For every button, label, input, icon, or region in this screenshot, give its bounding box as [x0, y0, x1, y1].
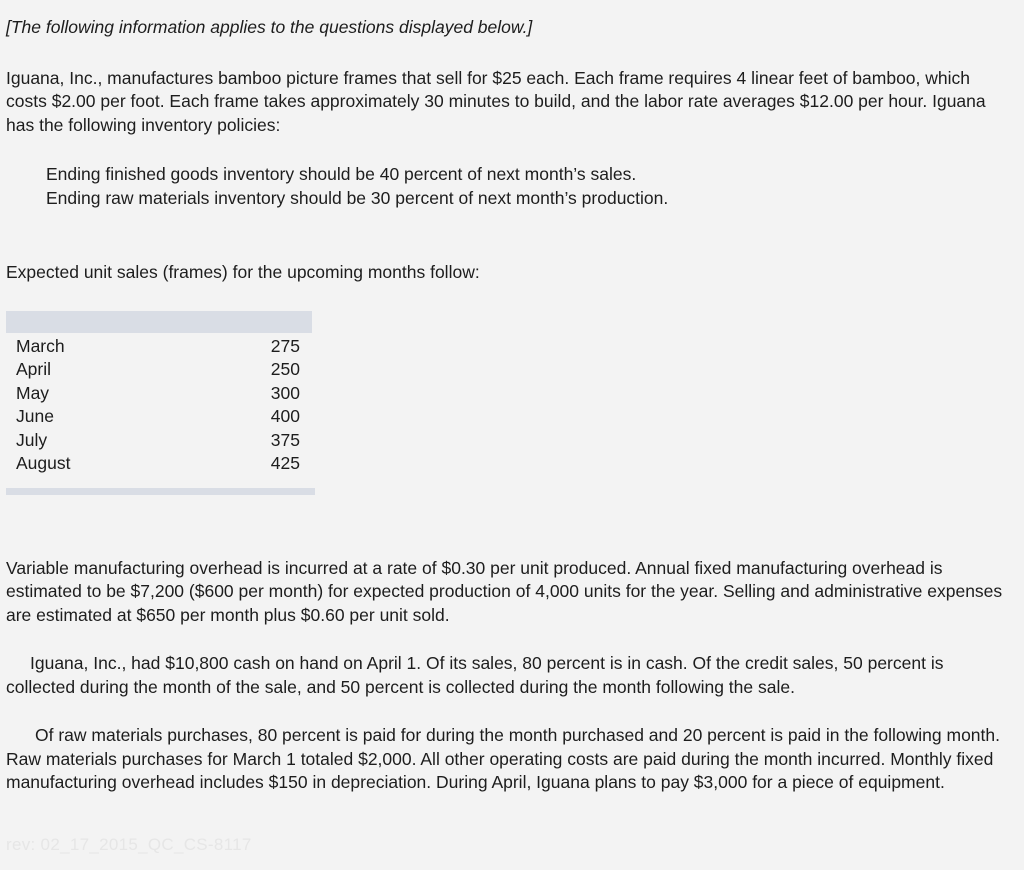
table-footer-band: [6, 488, 315, 495]
month-cell: March: [16, 335, 65, 356]
intro-paragraph: Iguana, Inc., manufactures bamboo picture frames that sell for $25 each. Each frame requires 4 linear feet of bamboo, which costs $2.00 per foot. Each frame takes approximately 30 minutes to build, and the labor rate averages $12.00 per hour. Iguana has the following inventory policies:: [6, 67, 986, 135]
units-cell: 375: [270, 429, 300, 450]
revision-watermark: rev: 02_17_2015_QC_CS-8117: [6, 835, 252, 854]
month-cell: May: [16, 382, 50, 403]
policy-finished-goods: Ending finished goods inventory should be 40 percent of next month’s sales.: [46, 164, 637, 184]
policy-raw-materials: Ending raw materials inventory should be 30 percent of next month’s production.: [46, 187, 669, 208]
table-row: [6, 429, 312, 453]
header-note: [The following information applies to the questions displayed below.]: [6, 17, 533, 37]
overhead-paragraph: Variable manufacturing overhead is incurred at a rate of $0.30 per unit produced. Annual fixed manufacturing overhead is estimated to be $7,200 ($600 per month) for expected production of 4,000 units for the year. Selling and administrative expenses are estimated at $650 per month plus $0.60 per unit sold.: [6, 557, 1003, 625]
table-header-band: [6, 311, 312, 333]
units-cell: 300: [270, 382, 300, 403]
units-cell: 250: [270, 359, 300, 379]
expected-sales-heading: Expected unit sales (frames) for the upcoming months follow:: [6, 262, 480, 282]
table-row: [6, 382, 312, 406]
units-cell: 275: [270, 335, 300, 356]
sales-table: [6, 311, 314, 495]
sales-table-body: [6, 335, 312, 476]
month-cell: July: [16, 429, 48, 450]
table-row: [6, 358, 312, 382]
units-cell: 400: [270, 406, 300, 426]
month-cell: June: [16, 406, 54, 426]
problem-content: [6, 16, 1011, 795]
month-cell: April: [16, 359, 52, 379]
month-cell: August: [16, 453, 71, 473]
raw-materials-paragraph: Of raw materials purchases, 80 percent is paid for during the month purchased and 20 percent is paid in the following month. Raw materials purchases for March 1 totaled $2,000. All other operating costs are paid during the month incurred. Monthly fixed manufacturing overhead includes $150 in depreciation. During April, Iguana plans to pay $3,000 for a piece of equipment.: [6, 725, 1000, 792]
inventory-policies: [6, 163, 1011, 210]
cash-paragraph: Iguana, Inc., had $10,800 cash on hand on April 1. Of its sales, 80 percent is in cash. Of the credit sales, 50 percent is collected during the month of the sale, and 50 percent is collected during the month following the sale.: [6, 653, 944, 697]
table-row: [6, 335, 312, 359]
table-row: [6, 405, 312, 429]
table-row: [6, 452, 312, 476]
units-cell: 425: [270, 453, 300, 473]
